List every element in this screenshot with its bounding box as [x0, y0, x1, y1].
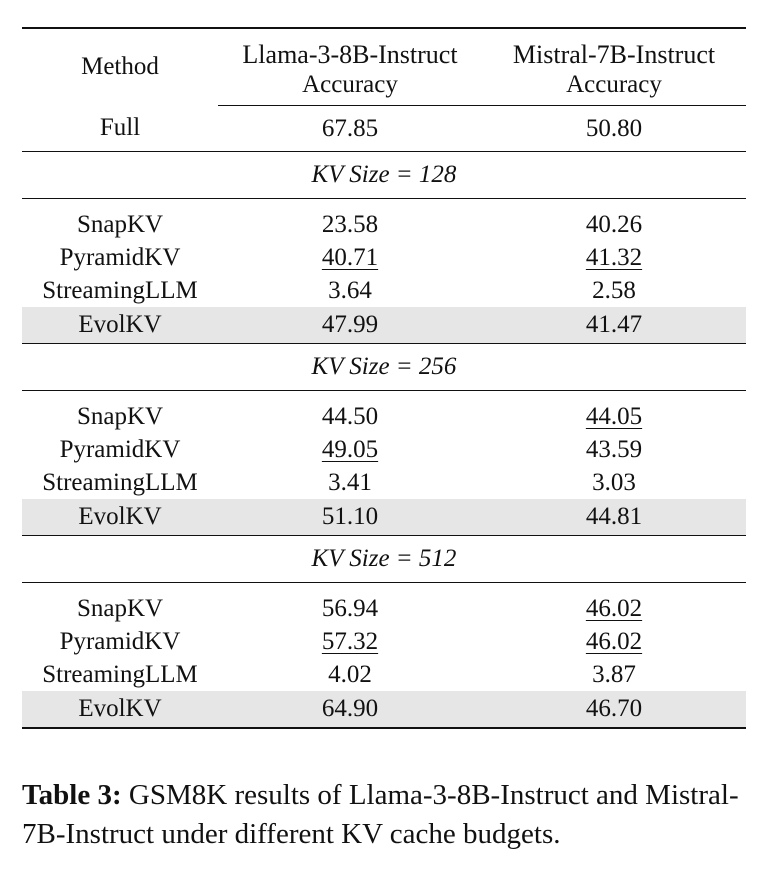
section-label: KV Size = 128 [22, 152, 746, 199]
llama-cell [218, 433, 482, 466]
second-best-value: 44.05 [585, 402, 643, 430]
llama-cell: 56.94 [321, 594, 379, 622]
mistral-cell [482, 241, 746, 274]
llama-cell: 23.58 [321, 210, 379, 238]
section-label: KV Size = 256 [22, 344, 746, 391]
full-row [22, 106, 746, 152]
table-row [22, 583, 746, 626]
second-best-value: 57.32 [321, 627, 379, 655]
caption-text: GSM8K results of Llama-3-8B-Instruct and Mistral-7B-Instruct under different KV cache budgets. [22, 779, 739, 850]
method-cell: Full [22, 106, 218, 152]
method-cell: EvolKV [22, 307, 218, 344]
table-row-highlighted [22, 691, 746, 728]
method-cell: PyramidKV [59, 243, 181, 271]
mistral-cell: 3.87 [592, 660, 636, 688]
table-row [22, 433, 746, 466]
llama-cell: 4.02 [328, 660, 372, 688]
best-value: 64.90 [218, 691, 482, 728]
section-label: KV Size = 512 [22, 536, 746, 583]
mistral-cell: 40.26 [585, 210, 643, 238]
caption-label: Table 3: [22, 779, 122, 811]
table-row [22, 241, 746, 274]
llama-cell [218, 241, 482, 274]
section-header-128 [22, 152, 746, 199]
method-cell: EvolKV [22, 691, 218, 728]
model-header-mistral: Mistral-7B-Instruct [482, 28, 746, 70]
section-header-512 [22, 536, 746, 583]
results-table [22, 27, 746, 729]
llama-cell [218, 625, 482, 658]
mistral-cell [482, 625, 746, 658]
table-row [22, 274, 746, 307]
table-row-highlighted [22, 307, 746, 344]
table-row [22, 658, 746, 691]
method-cell: StreamingLLM [42, 468, 198, 496]
table-row [22, 199, 746, 242]
best-value: 46.70 [482, 691, 746, 728]
best-value: 41.47 [482, 307, 746, 344]
second-best-value: 41.32 [585, 243, 643, 271]
best-value: 44.81 [482, 499, 746, 536]
section-header-256 [22, 344, 746, 391]
second-best-value: 46.02 [585, 627, 643, 655]
mistral-cell [482, 583, 746, 626]
method-cell: PyramidKV [59, 435, 181, 463]
table-row [22, 625, 746, 658]
method-cell: SnapKV [76, 210, 164, 238]
table-caption [22, 776, 762, 854]
llama-cell: 3.41 [328, 468, 372, 496]
method-cell: SnapKV [76, 402, 164, 430]
llama-cell: 67.85 [218, 106, 482, 152]
method-cell: EvolKV [22, 499, 218, 536]
method-cell: StreamingLLM [42, 276, 198, 304]
method-cell: StreamingLLM [42, 660, 198, 688]
method-header: Method [22, 28, 218, 106]
llama-cell: 44.50 [321, 402, 379, 430]
mistral-cell [482, 391, 746, 434]
method-cell: SnapKV [76, 594, 164, 622]
mistral-cell: 43.59 [585, 435, 643, 463]
model-header-llama: Llama-3-8B-Instruct [218, 28, 482, 70]
best-value: 47.99 [218, 307, 482, 344]
table-row [22, 466, 746, 499]
mistral-cell: 3.03 [592, 468, 636, 496]
table-row [22, 391, 746, 434]
mistral-cell: 2.58 [592, 276, 636, 304]
second-best-value: 46.02 [585, 594, 643, 622]
method-cell: PyramidKV [59, 627, 181, 655]
llama-cell: 3.64 [328, 276, 372, 304]
header-row-models [22, 28, 746, 70]
best-value: 51.10 [218, 499, 482, 536]
mistral-cell: 50.80 [482, 106, 746, 152]
second-best-value: 49.05 [321, 435, 379, 463]
table-row-highlighted [22, 499, 746, 536]
metric-header-mistral: Accuracy [482, 70, 746, 106]
metric-header-llama: Accuracy [218, 70, 482, 106]
second-best-value: 40.71 [321, 243, 379, 271]
